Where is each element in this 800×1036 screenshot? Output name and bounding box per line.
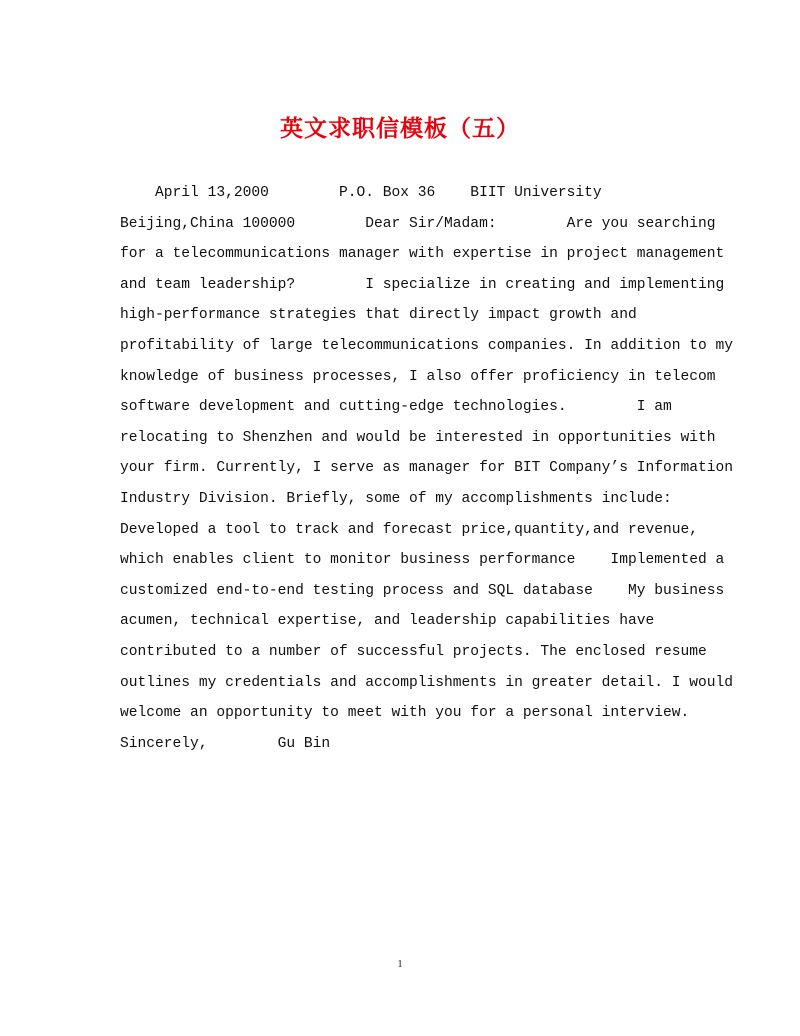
- letter-line: Developed a tool to track and forecast price,quantity,and revenue,: [120, 521, 699, 538]
- letter-line: high-performance strategies that directly impact growth and: [120, 307, 637, 324]
- letter-line: relocating to Shenzhen and would be interested in opportunities with: [120, 429, 716, 446]
- letter-line: software development and cutting-edge technologies. I am: [120, 399, 672, 416]
- letter-body: [120, 178, 734, 759]
- letter-line: knowledge of business processes, I also offer proficiency in telecom: [120, 368, 716, 385]
- letter-line: acumen, technical expertise, and leadership capabilities have: [120, 613, 655, 630]
- letter-line: which enables client to monitor business performance Implemented a: [120, 552, 725, 569]
- letter-line: Beijing,China 100000 Dear Sir/Madam: Are you searching: [120, 215, 716, 232]
- letter-line: your firm. Currently, I serve as manager for BIT Company’s Information: [120, 460, 734, 477]
- letter-line: profitability of large telecommunications companies. In addition to my: [120, 337, 734, 354]
- page-number: 1: [397, 958, 403, 970]
- document-title: 英文求职信模板（五）: [280, 115, 520, 142]
- letter-signoff: Sincerely, Gu Bin: [120, 735, 331, 752]
- letter-line: contributed to a number of successful projects. The enclosed resume: [120, 643, 707, 660]
- letter-line: outlines my credentials and accomplishments in greater detail. I would: [120, 674, 734, 691]
- letter-line: April 13,2000 P.O. Box 36 BIIT University: [120, 185, 602, 201]
- letter-line: for a telecommunications manager with expertise in project management: [120, 246, 725, 263]
- letter-line: welcome an opportunity to meet with you for a personal interview.: [120, 705, 690, 722]
- letter-line: and team leadership? I specialize in creating and implementing: [120, 276, 725, 293]
- letter-line: Industry Division. Briefly, some of my accomplishments include:: [120, 490, 672, 507]
- letter-line: customized end-to-end testing process and SQL database My business: [120, 582, 725, 599]
